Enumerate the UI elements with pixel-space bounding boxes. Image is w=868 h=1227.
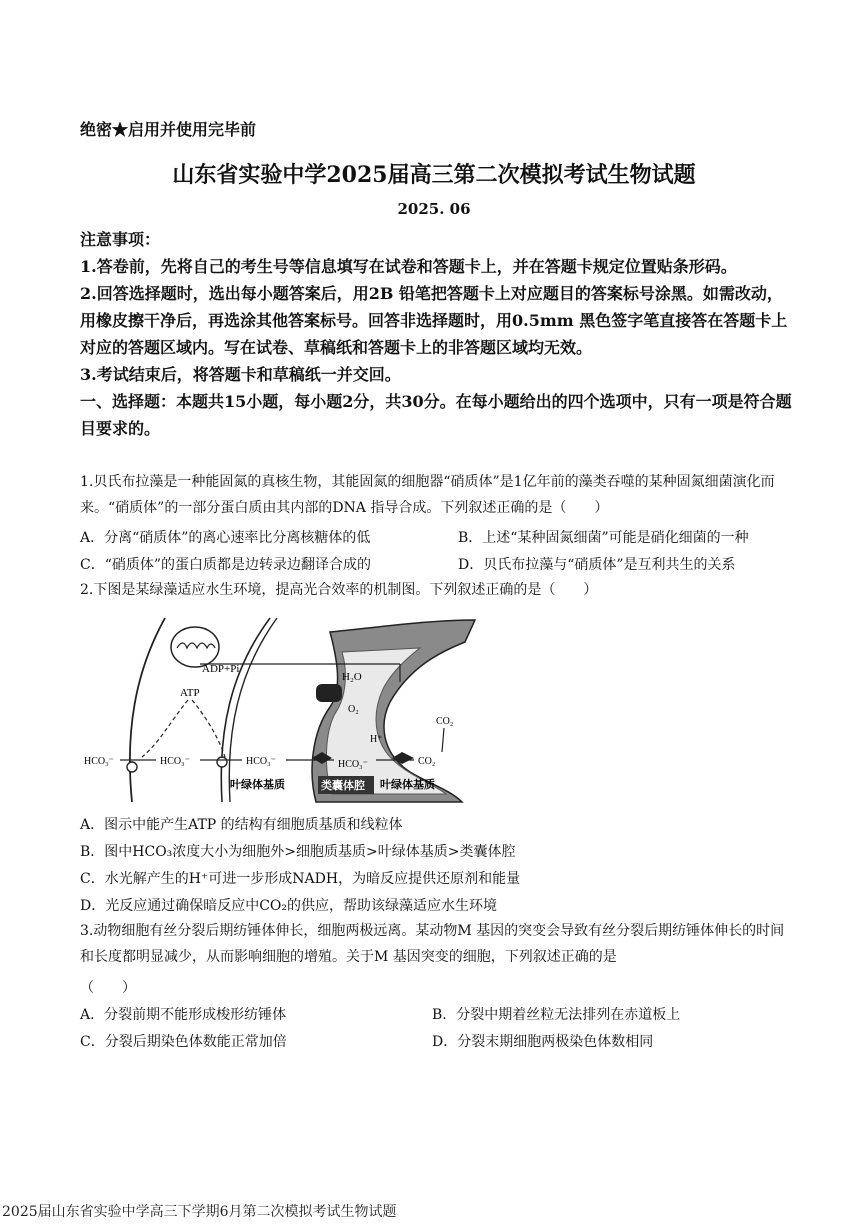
question-3-option-d[interactable]: D．分裂末期细胞两极染色体数相同	[432, 1034, 654, 1050]
instructions-heading: 注意事项：	[80, 230, 161, 249]
question-2-stem: 2.下图是某绿藻适应水生环境，提高光合效率的机制图。下列叙述正确的是（ ）	[80, 582, 598, 598]
question-1-stem: 1.贝氏布拉藻是一种能固氮的真核生物，其能固氮的细胞器“硝质体”是1亿年前的藻类吞噬的某种固氮细菌演化而来。“硝质体”的一部分蛋白质由其内部的DNA 指导合成。下列叙述正确的是（ ）	[80, 474, 775, 516]
instruction-item: 2.回答选择题时，选出每小题答案后，用2B 铅笔把答题卡上对应题目的答案标号涂黑。如需改动，用橡皮擦干净后，再选涂其他答案标号。回答非选择题时，用0.5mm 黑色签字笔直接答在答题卡上对应的答题区域内。写在试卷、草稿纸和答题卡上的非答题区域均无效。	[80, 284, 788, 357]
lumen-label: 类囊体腔	[321, 780, 365, 792]
hco3-label-cytoplasm: HCO₃⁻	[160, 756, 190, 767]
question-1-option-c[interactable]: C．“硝质体”的蛋白质都是边转录边翻译合成的	[80, 557, 372, 573]
question-2-option-d[interactable]: D．光反应通过确保暗反应中CO₂的供应，帮助该绿藻适应水生环境	[80, 898, 498, 914]
hplus-label: H⁺	[370, 734, 383, 745]
question-2-option-c[interactable]: C．水光解产生的H⁺可进一步形成NADH，为暗反应提供还原剂和能量	[80, 871, 521, 887]
h2o-label: H₂O	[342, 671, 362, 683]
instructions	[80, 226, 792, 442]
instruction-item: 3.考试结束后，将答题卡和草稿纸一并交回。	[80, 365, 401, 384]
instruction-item: 1.答卷前，先将自己的考生号等信息填写在试卷和答题卡上，并在答题卡规定位置贴条形码。	[80, 257, 737, 276]
question-3-stem: 3.动物细胞有丝分裂后期纺锤体伸长，细胞两极远离。某动物M 基因的突变会导致有丝分裂后期纺锤体伸长的时间和长度都明显减少，从而影响细胞的增殖。关于M 基因突变的细胞，下列叙述正确的是	[80, 923, 785, 965]
hco3-label-outside: HCO₃⁻	[84, 756, 114, 767]
document-footer: 2025届山东省实验中学高三下学期6月第二次模拟考试生物试题	[2, 1204, 397, 1220]
co2-inner-label: CO₂	[418, 756, 436, 767]
adp-label: ADP+Pi	[202, 663, 240, 675]
question-2-option-a[interactable]: A．图示中能产生ATP 的结构有细胞质基质和线粒体	[80, 817, 403, 833]
question-3-option-b[interactable]: B．分裂中期着丝粒无法排列在赤道板上	[432, 1007, 681, 1023]
exam-date: 2025. 06	[397, 200, 471, 218]
photosynthesis-mechanism-figure	[80, 612, 480, 808]
page-title: 山东省实验中学2025届高三第二次模拟考试生物试题	[172, 162, 696, 188]
hco3-label-lumen: HCO₃⁻	[338, 759, 368, 770]
cell-membrane	[130, 618, 165, 802]
atp-label: ATP	[180, 687, 200, 699]
stroma-label-2: 叶绿体基质	[380, 779, 435, 791]
question-3-option-c[interactable]: C．分裂后期染色体数能正常加倍	[80, 1034, 287, 1050]
question-1-option-a[interactable]: A．分离“硝质体”的离心速率比分离核糖体的低	[80, 530, 371, 546]
photosystem-protein	[316, 684, 342, 702]
question-3-paren: （ ）	[80, 980, 136, 996]
chloroplast-membrane-outer	[221, 618, 270, 802]
hco3-label-stroma: HCO₃⁻	[246, 756, 276, 767]
question-1-option-d[interactable]: D．贝氏布拉藻与“硝质体”是互利共生的关系	[458, 557, 736, 573]
secret-label: 绝密★启用并使用完毕前	[80, 120, 257, 139]
stroma-label-1: 叶绿体基质	[230, 779, 285, 791]
co2-top-label: CO₂	[436, 716, 454, 727]
question-2-option-b[interactable]: B．图中HCO₃浓度大小为细胞外>细胞质基质>叶绿体基质>类囊体腔	[80, 844, 516, 860]
section-heading: 一、选择题：本题共15小题，每小题2分，共30分。在每小题给出的四个选项中，只有一项是符合题目要求的。	[80, 392, 792, 438]
question-3-option-a[interactable]: A．分裂前期不能形成梭形纺锤体	[80, 1007, 287, 1023]
question-1-option-b[interactable]: B．上述“某种固氮细菌”可能是硝化细菌的一种	[458, 530, 749, 546]
o2-label: O₂	[348, 704, 359, 715]
